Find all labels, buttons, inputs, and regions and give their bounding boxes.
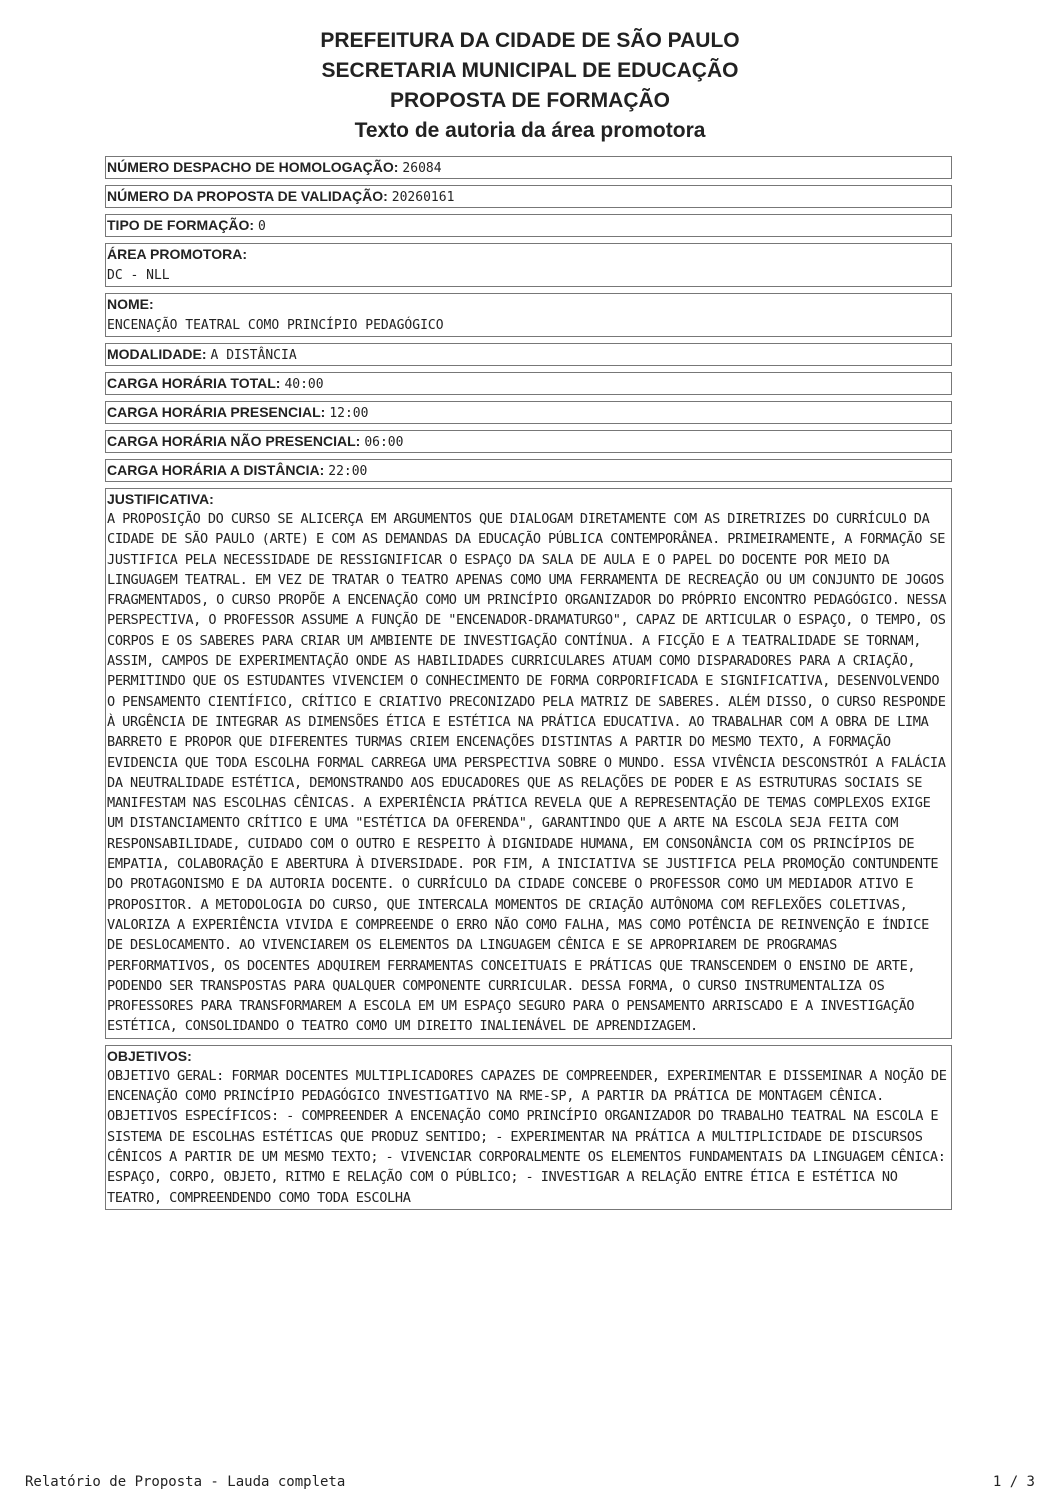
field-despacho [105,156,952,179]
field-tipo-value: 0 [258,219,266,234]
field-despacho-label: NÚMERO DESPACHO DE HOMOLOGAÇÃO: [107,159,399,175]
footer-report-title: Relatório de Proposta - Lauda completa [25,1474,346,1490]
header-prefeitura: PREFEITURA DA CIDADE DE SÃO PAULO [320,29,740,52]
field-nome [105,293,952,337]
field-validacao [105,185,952,208]
field-ch-nao-presencial-value: 06:00 [364,435,404,450]
field-ch-distancia-value: 22:00 [328,464,368,479]
header-subtitle: Texto de autoria da área promotora [354,119,706,142]
field-area [105,243,952,287]
field-area-value: DC - NLL [107,268,170,283]
field-area-label: ÁREA PROMOTORA: [107,246,247,262]
field-validacao-value: 20260161 [391,190,455,205]
field-justificativa-text: A PROPOSIÇÃO DO CURSO SE ALICERÇA EM ARGUMENTOS QUE DIALOGAM DIRETAMENTE COM AS DIRETRIZES DO CURRÍCULO DA CIDADE DE SÃO PAULO (ARTE) E COM AS DEMANDAS DA EDUCAÇÃO PÚBLICA CONTEMPORÂNEA. PRIMEIRAMENTE, A FORMAÇÃO SE JUSTIFICA PELA NECESSIDADE DE RESSIGNIFICAR O ESPAÇO DA SALA DE AULA E O PAPEL DO DOCENTE POR MEIO DA LINGUAGEM TEATRAL. EM VEZ DE TRATAR O TEATRO APENAS COMO UMA FERRAMENTA DE RECREAÇÃO OU UM CONJUNTO DE JOGOS FRAGMENTADOS, O CURSO PROPÕE A ENCENAÇÃO COMO UM PRINCÍPIO ORGANIZADOR DO PRÓPRIO ENCONTRO PEDAGÓGICO. NESSA PERSPECTIVA, O PROFESSOR ASSUME A FUNÇÃO DE "ENCENADOR-DRAMATURGO", CAPAZ DE ARTICULAR O ESPAÇO, O TEMPO, OS CORPOS E OS SABERES PARA CRIAR UM AMBIENTE DE INVESTIGAÇÃO CONTÍNUA. A FICÇÃO E A TEATRALIDADE SE TORNAM, ASSIM, CAMPOS DE EXPERIMENTAÇÃO ONDE AS HABILIDADES CURRICULARES ATUAM COMO DISPARADORES PARA A CRIAÇÃO, PERMITINDO QUE OS ESTUDANTES VIVENCIEM O CONHECIMENTO DE FORMA CORPORIFICADA E SIGNIFICATIVA, DESENVOLVENDO O PENSAMENTO CIENTÍFICO, CRÍTICO E CRIATIVO PRECONIZADO PELA MATRIZ DE SABERES. ALÉM DISSO, O CURSO RESPONDE À URGÊNCIA DE INTEGRAR AS DIMENSÕES ÉTICA E ESTÉTICA NA PRÁTICA EDUCATIVA. AO TRABALHAR COM A OBRA DE LIMA BARRETO E PROPOR QUE DIFERENTES TURMAS CRIEM ENCENAÇÕES DISTINTAS A PARTIR DO MESMO TEXTO, A FORMAÇÃO EVIDENCIA QUE TODA ESCOLHA FORMAL CARREGA UMA PERSPECTIVA SOBRE O MUNDO. ESSA VIVÊNCIA DESCONSTRÓI A FALÁCIA DA NEUTRALIDADE ESTÉTICA, DEMONSTRANDO AOS EDUCADORES QUE AS RELAÇÕES DE PODER E AS ESTRUTURAS SOCIAIS SE MANIFESTAM NAS ESCOLHAS CÊNICAS. A EXPERIÊNCIA PRÁTICA REVELA QUE A REPRESENTAÇÃO DE TEMAS COMPLEXOS EXIGE UM DISTANCIAMENTO CRÍTICO E UMA "ESTÉTICA DA OFERENDA", GARANTINDO QUE A ARTE NA ESCOLA SEJA FEITA COM RESPONSABILIDADE, CUIDADO COM O OUTRO E RESPEITO À DIGNIDADE HUMANA, EM CONSONÂNCIA COM OS PRINCÍPIOS DE EMPATIA, COLABORAÇÃO E ABERTURA À DIVERSIDADE. POR FIM, A INICIATIVA SE JUSTIFICA PELA PROMOÇÃO CONTUNDENTE DO PROTAGONISMO E DA AUTORIA DOCENTE. O CURRÍCULO DA CIDADE CONCEBE O PROFESSOR COMO UM MEDIADOR ATIVO E PROPOSITOR. A METODOLOGIA DO CURSO, QUE INTERCALA MOMENTOS DE CRIAÇÃO AUTÔNOMA COM REFLEXÕES COLETIVAS, VALORIZA A EXPERIÊNCIA VIVIDA E COMPREENDE O ERRO NÃO COMO FALHA, MAS COMO POTÊNCIA DE REINVENÇÃO E ÍNDICE DE DESLOCAMENTO. AO VIVENCIAREM OS ELEMENTOS DA LINGUAGEM CÊNICA E SE APROPRIAREM DE PROGRAMAS PERFORMATIVOS, OS DOCENTES ADQUIREM FERRAMENTAS CONCEITUAIS E PRÁTICAS QUE TRANSCENDEM O ENSINO DE ARTE, PODENDO SER TRANSPOSTAS PARA QUALQUER COMPONENTE CURRICULAR. DESSA FORMA, O CURSO INSTRUMENTALIZA OS PROFESSORES PARA TRANSFORMAREM A ESCOLA EM UM ESPAÇO SEGURO PARA O PENSAMENTO ARRISCADO E A INVESTIGAÇÃO ESTÉTICA, CONSOLIDANDO O TEATRO COMO UM DIREITO INALIENÁVEL DE APRENDIZAGEM. [107,511,947,1035]
field-despacho-value: 26084 [402,161,442,176]
field-ch-total-value: 40:00 [284,377,324,392]
field-justificativa-label: JUSTIFICATIVA: [107,491,214,507]
field-objetivos [105,1045,952,1210]
header-secretaria: SECRETARIA MUNICIPAL DE EDUCAÇÃO [321,59,739,82]
field-objetivos-text: OBJETIVO GERAL: FORMAR DOCENTES MULTIPLICADORES CAPAZES DE COMPREENDER, EXPERIMENTAR E DISSEMINAR A NOÇÃO DE ENCENAÇÃO COMO PRINCÍPIO PEDAGÓGICO INVESTIGATIVO NA RME-SP, A PARTIR DA PRÁTICA DE MONTAGEM CÊNICA. OBJETIVOS ESPECÍFICOS: - COMPREENDER A ENCENAÇÃO COMO PRINCÍPIO ORGANIZADOR DO TRABALHO TEATRAL NA ESCOLA E SISTEMA DE ESCOLHAS ESTÉTICAS QUE PRODUZ SENTIDO; - EXPERIMENTAR NA PRÁTICA A MULTIPLICIDADE DE DISCURSOS CÊNICOS A PARTIR DE UM MESMO TEXTO; - VIVENCIAR CORPORALMENTE OS ELEMENTOS FUNDAMENTAIS DA LINGUAGEM CÊNICA: ESPAÇO, CORPO, OBJETO, RITMO E RELAÇÃO COM O PÚBLICO; - INVESTIGAR A RELAÇÃO ENTRE ÉTICA E ESTÉTICA NO TEATRO, COMPREENDENDO COMO TODA ESCOLHA [107,1067,947,1206]
field-ch-nao-presencial [105,430,952,453]
field-validacao-label: NÚMERO DA PROPOSTA DE VALIDAÇÃO: [107,188,388,204]
document-header [0,26,1060,146]
field-ch-distancia-label: CARGA HORÁRIA A DISTÂNCIA: [107,462,325,478]
field-tipo [105,214,952,237]
field-nome-value: ENCENAÇÃO TEATRAL COMO PRINCÍPIO PEDAGÓGICO [107,318,444,333]
field-tipo-label: TIPO DE FORMAÇÃO: [107,217,254,233]
field-ch-presencial [105,401,952,424]
field-objetivos-label: OBJETIVOS: [107,1047,192,1064]
field-ch-presencial-label: CARGA HORÁRIA PRESENCIAL: [107,404,326,420]
field-nome-label: NOME: [107,296,154,312]
field-justificativa [105,488,952,1039]
proposal-fields [105,156,952,1216]
field-modalidade-value: A DISTÂNCIA [210,348,297,363]
field-ch-total-label: CARGA HORÁRIA TOTAL: [107,375,281,391]
header-proposta: PROPOSTA DE FORMAÇÃO [389,89,670,112]
field-ch-presencial-value: 12:00 [329,406,369,421]
field-ch-distancia [105,459,952,482]
field-ch-nao-presencial-label: CARGA HORÁRIA NÃO PRESENCIAL: [107,433,361,449]
footer-page-number: 1 / 3 [992,1474,1035,1490]
field-modalidade [105,343,952,366]
field-modalidade-label: MODALIDADE: [107,346,207,362]
field-ch-total [105,372,952,395]
